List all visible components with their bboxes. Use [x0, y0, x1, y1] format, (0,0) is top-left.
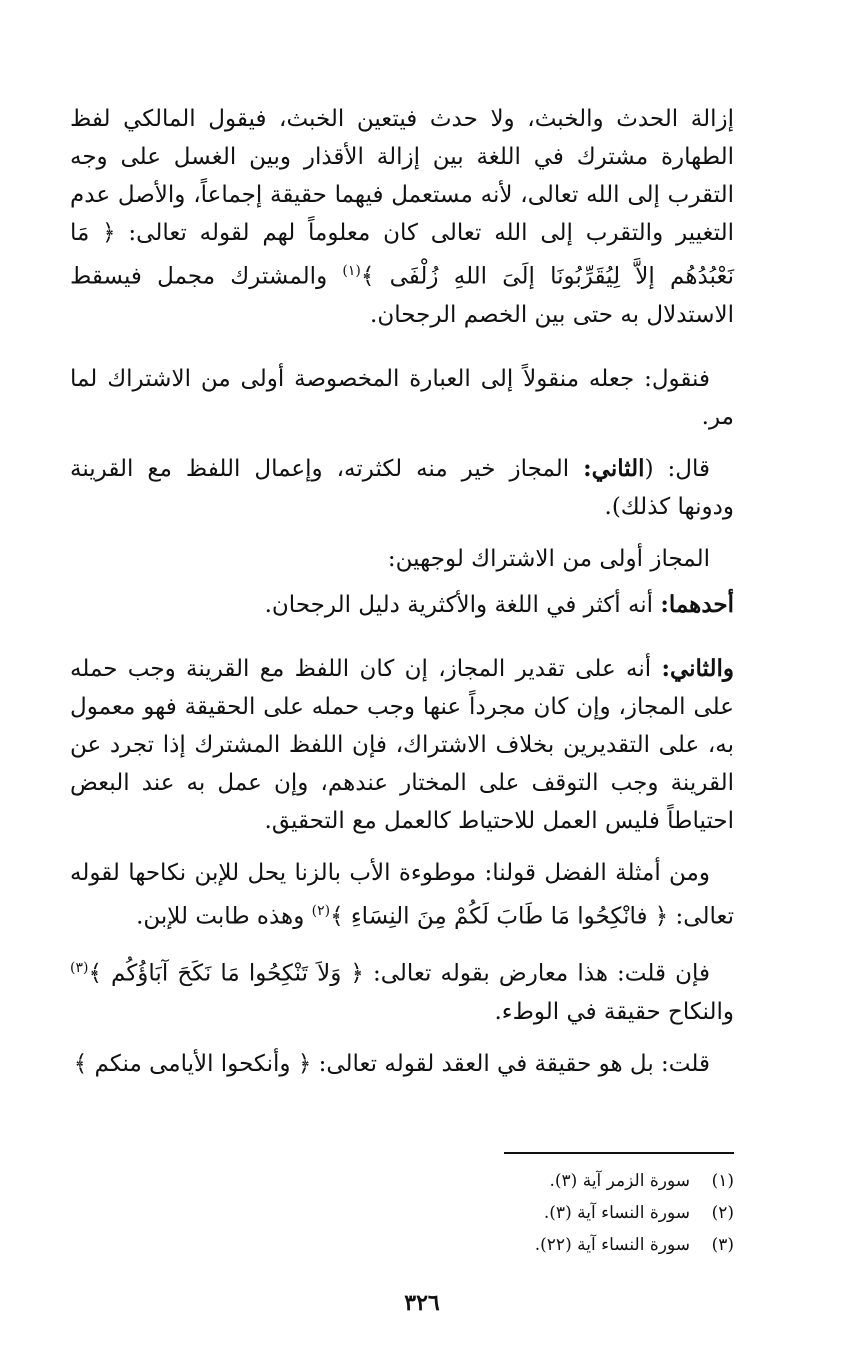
paragraph-taharah: إزالة الحدث والخبث، ولا حدث فيتعين الخبث، فيقول المالكي لفظ الطهارة مشترك في اللغة بين إزالة الأقذار وبين الغسل على وجه التقرب إلى الله تعالى، لأنه مستعمل فيهما حقيقة إجماعاً، والأصل عدم التغيير والتقرب إلى الله تعالى كان معلوماً لهم لقوله تعالى: ﴿ مَا نَعْبُدُهُم إلاَّ لِيُقَرِّبُونَا إلَىَ اللهِ زُلْفَى ﴾$^{(١)}$ والمشترك مجمل فيسقط الاستدلال به حتى بين الخصم الرجحان.: [70, 106, 734, 328]
paragraph-second-reason: والثاني: أنه على تقدير المجاز، إن كان اللفظ مع القرينة وجب حمله على المجاز، وإن كان مجرداً عنها وجب حمله على الحقيقة فهو معمول به، على التقديرين بخلاف الاشتراك، فإن اللفظ المشترك إذا تجرد عن القرينة وجب التوقف على المختار عندهم، وإن عمل به عند البعض احتياطاً فليس العمل للاحتياط كالعمل مع التحقيق.: [70, 654, 734, 834]
footnote-item: (٣)سورة النساء آية (٢٢).: [534, 1235, 734, 1255]
page-number: ٣٢٦: [404, 1290, 440, 1316]
paragraph-reply: قلت: بل هو حقيقة في العقد لقوله تعالى: ﴿ وأنكحوا الأيامى منكم ﴾: [73, 1050, 710, 1077]
footnote-ref: (٢): [311, 902, 331, 919]
footnote-ref: (٣): [70, 960, 89, 977]
paragraph-first-reason: أحدهما: أنه أكثر في اللغة والأكثرية دليل الرجحان.: [264, 590, 734, 618]
footnotes: [535, 1165, 734, 1261]
footnote-ref: (١): [342, 263, 361, 279]
footnote-separator: [504, 1152, 734, 1154]
paragraph-naqul: فنقول: جعله منقولاً إلى العبارة المخصوصة أولى من الاشتراك لما مر.: [70, 365, 734, 430]
paragraph-example: ومن أمثلة الفضل قولنا: موطوءة الأب بالزنا يحل للإبن نكاحها لقوله تعالى: ﴿ فانْكِحُوا مَا طَابَ لَكُمْ مِنَ النِسَاءِ ﴾$^{(٢)}$ وهذه طابت للإبن.: [70, 859, 734, 930]
footnote-item: (١)سورة الزمر آية (٣).: [549, 1171, 734, 1191]
footnote-item: (٢)سورة النساء آية (٣).: [543, 1203, 734, 1223]
paragraph-qal: قال: (الثاني: المجاز خير منه لكثرته، وإعمال اللفظ مع القرينة ودونها كذلك).: [70, 454, 734, 520]
paragraph-majaz-intro: المجاز أولى من الاشتراك لوجهين:: [387, 545, 710, 572]
paragraph-objection: فإن قلت: هذا معارض بقوله تعالى: ﴿ وَلاَ تَنْكِحُوا مَا نَكَحَ آبَاؤُكُم ﴾$^{(٣)}$ والنكاح حقيقة في الوطء.: [70, 960, 734, 1025]
page-body: [70, 100, 734, 1083]
